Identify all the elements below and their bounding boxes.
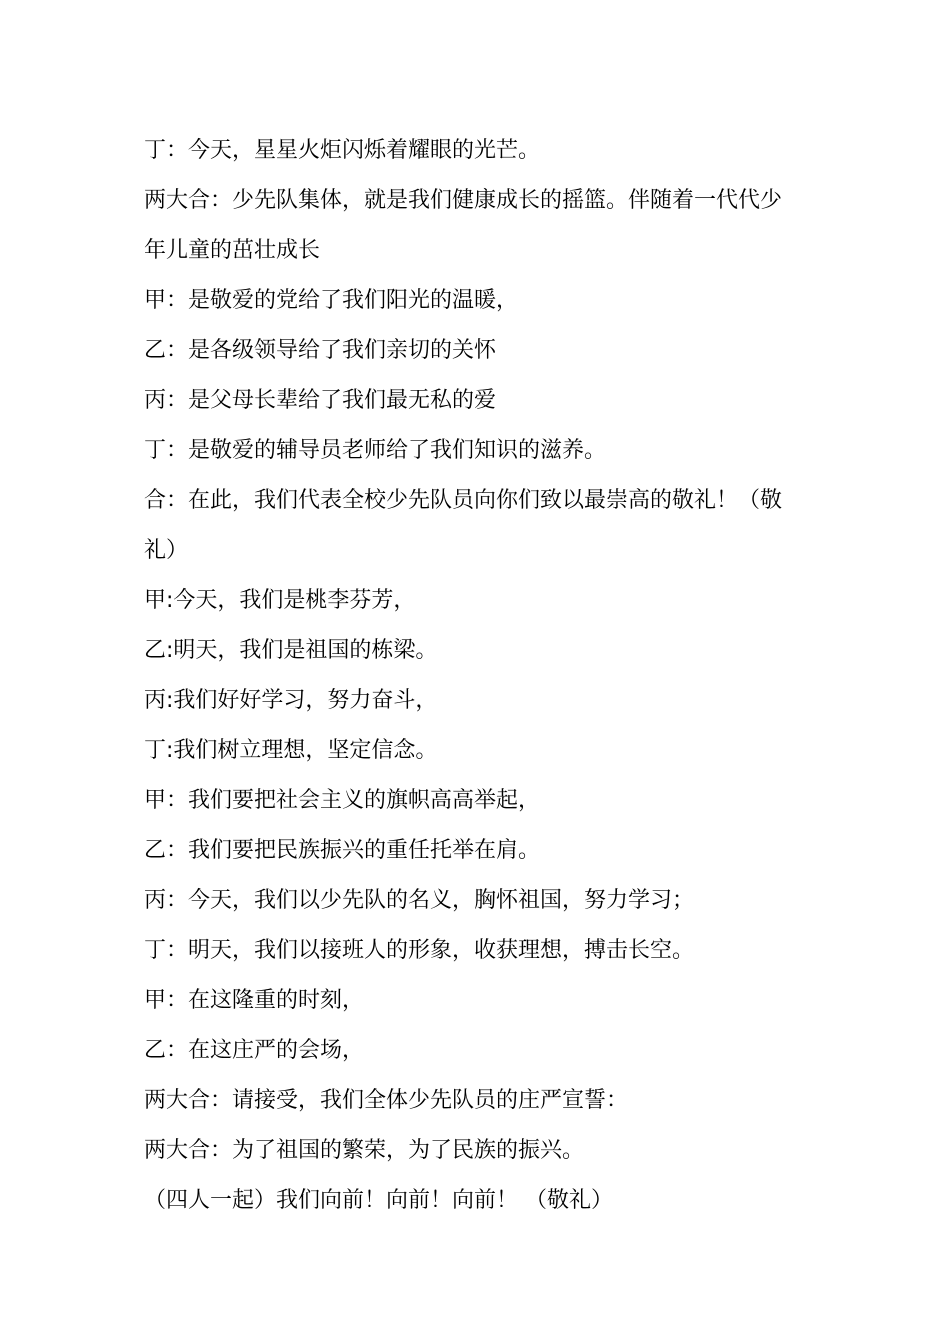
text-line: 乙:明天，我们是祖国的栋梁。 — [144, 638, 438, 663]
text-line: 丙:我们好好学习，努力奋斗， — [144, 688, 438, 713]
text-line: （四人一起）我们向前！向前！向前！ （敬礼） — [144, 1188, 613, 1213]
text-line: 丙：是父母长辈给了我们最无私的爱 — [144, 388, 497, 413]
text-line: 丁:我们树立理想，坚定信念。 — [144, 738, 438, 763]
text-line: 两大合：少先队集体，就是我们健康成长的摇篮。伴随着一代代少 — [144, 188, 783, 213]
text-line: 乙：我们要把民族振兴的重任托举在肩。 — [144, 838, 541, 863]
text-line: 两大合：为了祖国的繁荣，为了民族的振兴。 — [144, 1138, 585, 1163]
text-line: 乙：是各级领导给了我们亲切的关怀 — [144, 338, 497, 363]
text-line: 丁：明天，我们以接班人的形象，收获理想，搏击长空。 — [144, 938, 695, 963]
text-line: 丁：今天，星星火炬闪烁着耀眼的光芒。 — [144, 138, 541, 163]
text-line: 甲：我们要把社会主义的旗帜高高举起， — [144, 788, 541, 813]
text-line: 合：在此，我们代表全校少先队员向你们致以最崇高的敬礼！（敬 — [144, 488, 783, 513]
text-line: 年儿童的茁壮成长 — [144, 238, 321, 263]
text-line: 礼） — [144, 538, 189, 563]
text-line: 甲:今天，我们是桃李芬芳， — [144, 588, 416, 613]
text-line: 乙：在这庄严的会场， — [144, 1038, 365, 1063]
text-line: 丁：是敬爱的辅导员老师给了我们知识的滋养。 — [144, 438, 607, 463]
text-line: 两大合：请接受，我们全体少先队员的庄严宣誓： — [144, 1088, 629, 1113]
text-line: 甲：在这隆重的时刻， — [144, 988, 365, 1013]
document-body — [144, 126, 804, 1226]
text-line: 丙：今天，我们以少先队的名义，胸怀祖国，努力学习； — [144, 888, 695, 913]
text-line: 甲：是敬爱的党给了我们阳光的温暖， — [144, 288, 519, 313]
